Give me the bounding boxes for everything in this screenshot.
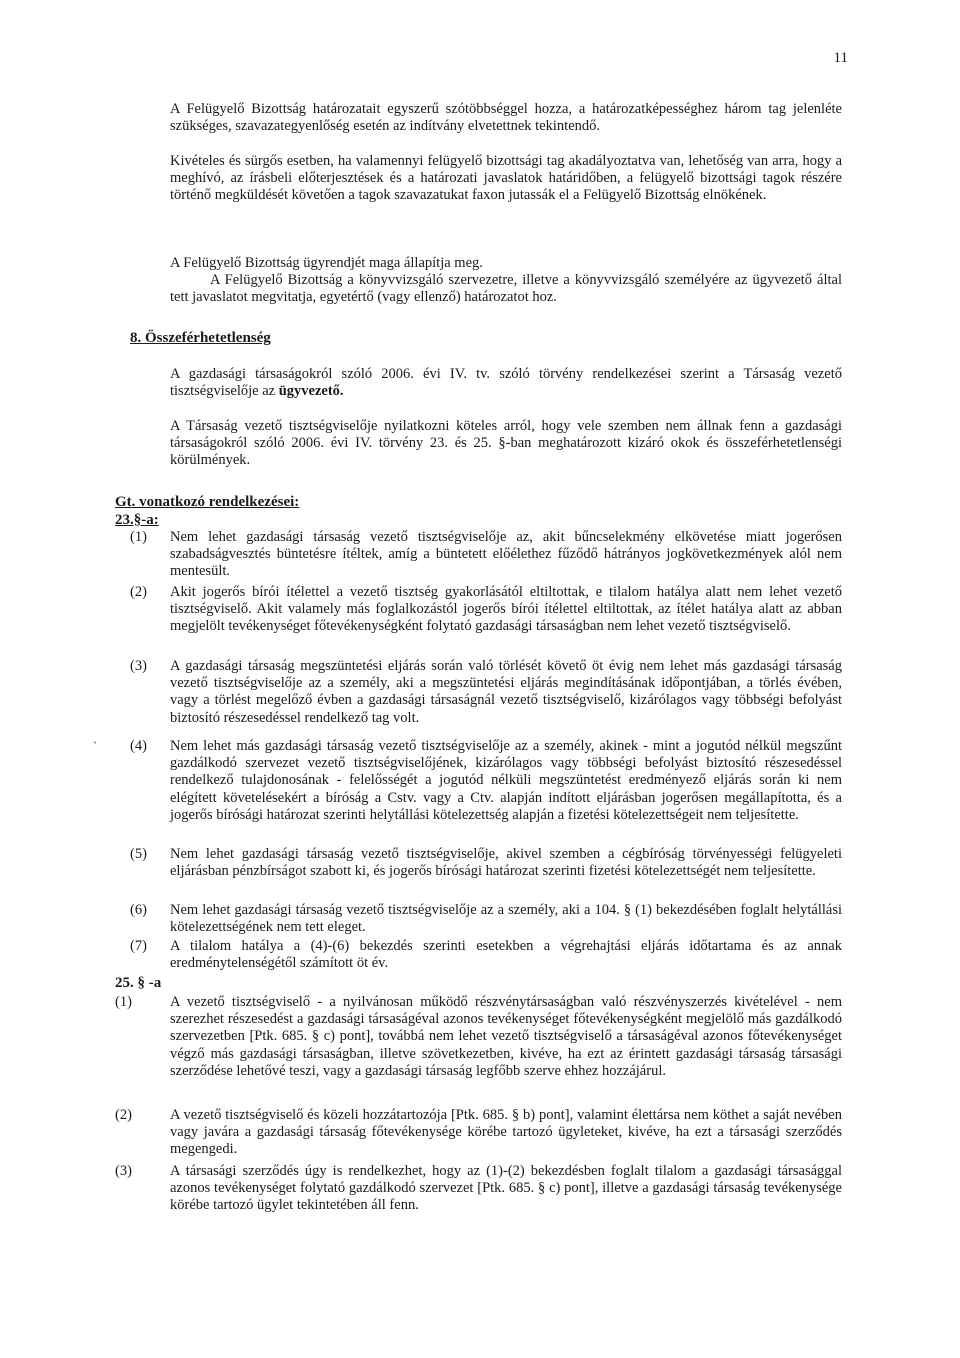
item-text: Nem lehet gazdasági társaság vezető tisztségviselője, akivel szemben a cégbíróság törvényességi felügyeleti eljárásban pénzbírságot szabott ki, és jogerős bírósági határozat szerinti fizetési kötelezettségét nem teljesítette. xyxy=(170,846,842,880)
item-text: A gazdasági társaság megszüntetési eljárás során való törlését követő öt évig nem lehet más gazdasági társaság vezető tisztségviselője az a személy, aki a megszüntetési eljárás megindításának időpontjában, a törlés évében, vagy a törlést megelőző évben a gazdasági társaságnál vezető tisztségviselő, kizárólagos vagy többségi befolyást biztosító részesedéssel rendelkező tag volt. xyxy=(170,658,842,726)
gt-heading: Gt. vonatkozó rendelkezései: xyxy=(115,494,300,510)
item-number: (6) xyxy=(130,902,147,918)
list-item xyxy=(130,938,842,972)
list-item xyxy=(130,902,842,936)
paragraph-urgent-cases: Kivételes és sürgős esetben, ha valamennyi felügyelő bizottsági tag akadályoztatva van, lehetőség van arra, hogy a meghívó, az írásbeli előterjesztések és a határozati javaslatok határidőben, a felügyelő bizottsági tagok részére történő megküldését követően a tagok szavazatukat faxon jutassák el a Felügyelő Bizottság elnökének. xyxy=(170,153,842,204)
item-text: Nem lehet más gazdasági társaság vezető tisztségviselője az a személy, akinek - mint a jogutód nélkül megszűnt gazdálkodó szervezet vezető tisztségviselőjének, kizárólagos vagy többségi befolyást biztosító részesedéssel rendelkező tulajdonosának - felelősségét a jogutód nélküli megszüntetést eredményező eljárás során ki nem elégített követelésekért a bíróság a Cstv. vagy a Ctv. alapján indított eljárásban jogerősen megállapította, és a jogerős bírósági határozat szerinti helytállási kötelezettség alapján a fizetési kötelezettségeit nem teljesítette. xyxy=(170,738,842,823)
list-item xyxy=(130,529,842,581)
item-number: (1) xyxy=(115,994,132,1010)
item-number: (3) xyxy=(130,658,147,674)
list-item xyxy=(130,846,842,880)
section-23-heading: 23.§-a: xyxy=(115,512,159,528)
item-text: Akit jogerős bírói ítélettel a vezető tisztség gyakorlásától eltiltottak, e tilalom hatálya alatt nem lehet vezető tisztségviselő. Akit valamely más foglalkozástól jogerős bírói ítélettel eltiltottak, az ítélet hatálya alatt az abban megjelölt tevékenységet főtevékenységként folytató gazdasági társaságban nem lehet vezető tisztségviselő. xyxy=(170,584,842,635)
paragraph-ceo-statement: A gazdasági társaságokról szóló 2006. évi IV. tv. szóló törvény rendelkezései szerint a Társaság vezető tisztségviselője az ügyvezető. xyxy=(170,366,842,400)
item-number: (7) xyxy=(130,938,147,954)
item-number: (4) xyxy=(130,738,147,754)
margin-mark: ` xyxy=(93,739,97,753)
section-heading-incompatibility: 8. Összeférhetetlenség xyxy=(130,330,271,346)
item-number: (2) xyxy=(130,584,147,600)
item-text: A társasági szerződés úgy is rendelkezhet, hogy az (1)-(2) bekezdésben foglalt tilalom a gazdasági társasággal azonos tevékenységet folytató gazdálkodó szervezet [Ptk. 685. § c) pont], illetve a gazdasági társaság tevékenysége körébe tartozó ügylet tekintetében áll fenn. xyxy=(170,1163,842,1214)
list-item xyxy=(130,584,842,636)
item-text: Nem lehet gazdasági társaság vezető tisztségviselője az, akit bűncselekmény elkövetése miatt jogerősen szabadságvesztés büntetésre ítéltek, amíg a büntetett előélethez fűződő hátrányos jogkövetkezmények alól nem mentesült. xyxy=(170,529,842,580)
list-item xyxy=(115,1107,842,1159)
item-text: A vezető tisztségviselő és közeli hozzátartozója [Ptk. 685. § b) pont], valamint élettársa nem köthet a saját nevében vagy javára a gazdasági társaság főtevékenysége körébe tartozó ügyleteket, kivéve, ha ezt a társasági szerződés megengedi. xyxy=(170,1107,842,1158)
section-25-heading: 25. § -a xyxy=(115,975,162,991)
paragraph-auditor: A Felügyelő Bizottság a könyvvizsgáló szervezetre, illetve a könyvvizsgáló személyére az ügyvezető által tett javaslatot megvitatja, egyetértő (vagy ellenző) határozatot hoz. xyxy=(170,272,842,306)
item-text: A vezető tisztségviselő - a nyilvánosan működő részvénytársaságban való részvényszerzés kivételével - nem szerezhet részesedést a gazdasági társaságéval azonos tevékenységet főtevékenységként megjelölő más gazdálkodó szervezetben [Ptk. 685. § c) pont], továbbá nem lehet vezető tisztségviselő a társaságéval azonos főtevékenységet végző más gazdasági társaságban, illetve szövetkezetben, kivéve, ha ezt az érintett gazdasági társaság társasági szerződése lehetővé teszi, vagy a gazdasági társaság legfőbb szerve ehhez hozzájárul. xyxy=(170,994,842,1079)
item-number: (1) xyxy=(130,529,147,545)
item-text: A tilalom hatálya a (4)-(6) bekezdés szerinti esetekben a végrehajtási eljárás időtartama és az annak eredménytelenségétől számított öt év. xyxy=(170,938,842,972)
item-text: Nem lehet gazdasági társaság vezető tisztségviselője az a személy, aki a 104. § (1) bekezdésében foglalt helytállási kötelezettségének nem tett eleget. xyxy=(170,902,842,936)
page-number: 11 xyxy=(833,50,848,66)
list-item xyxy=(130,738,842,824)
list-item xyxy=(130,658,842,727)
item-number: (5) xyxy=(130,846,147,862)
paragraph-rules-of-procedure: A Felügyelő Bizottság ügyrendjét maga állapítja meg. xyxy=(170,255,483,271)
list-item xyxy=(115,1163,842,1215)
item-number: (2) xyxy=(115,1107,132,1123)
list-item xyxy=(115,994,842,1080)
paragraph-voting-rules: A Felügyelő Bizottság határozatait egyszerű szótöbbséggel hozza, a határozatképességhez három tag jelenléte szükséges, szavazategyenlőség esetén az indítvány elvetettnek tekintendő. xyxy=(170,101,842,135)
item-number: (3) xyxy=(115,1163,132,1179)
paragraph-declaration: A Társaság vezető tisztségviselője nyilatkozni köteles arról, hogy vele szemben nem állnak fenn a gazdasági társaságokról szóló 2006. évi IV. törvény 23. és 25. §-ban meghatározott kizáró okok és összeférhetetlenségi körülmények. xyxy=(170,418,842,469)
